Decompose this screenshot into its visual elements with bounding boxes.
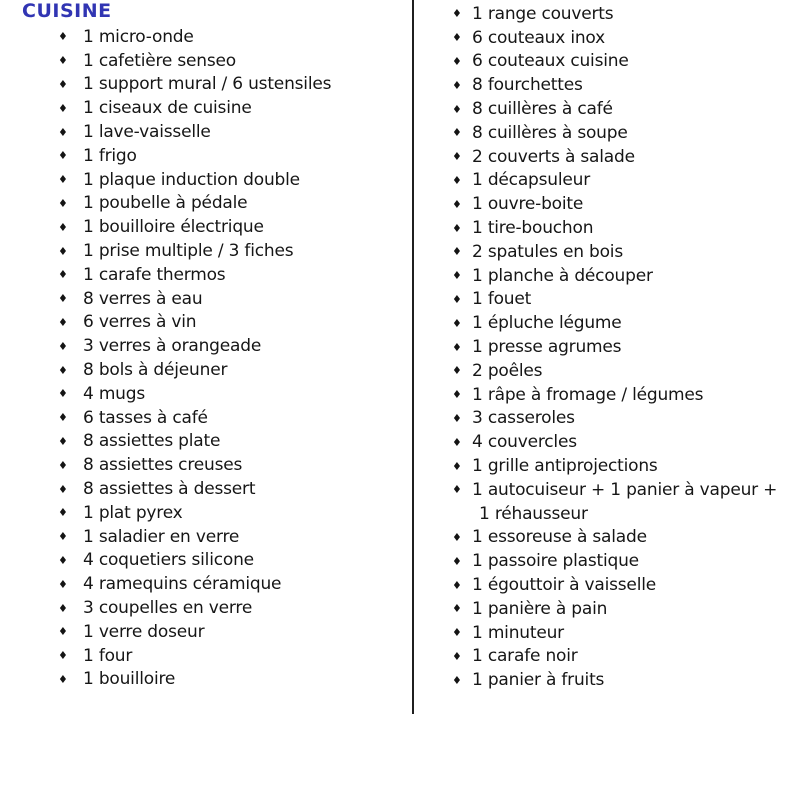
list-item (452, 407, 777, 431)
list-item (58, 263, 331, 287)
item-label: 4 coquetiers silicone (83, 550, 254, 571)
diamond-bullet-icon: ♦ (452, 626, 462, 640)
kitchen-inventory-list-left (58, 25, 331, 691)
diamond-bullet-icon: ♦ (58, 173, 68, 187)
diamond-bullet-icon: ♦ (58, 339, 68, 353)
item-label: 8 verres à eau (83, 288, 203, 309)
column-divider (412, 0, 414, 714)
list-item (452, 621, 777, 645)
item-label: 8 assiettes creuses (83, 455, 243, 476)
item-label: 1 tire-bouchon (472, 218, 594, 239)
diamond-bullet-icon: ♦ (452, 435, 462, 449)
diamond-bullet-icon: ♦ (58, 268, 68, 282)
list-item (58, 287, 331, 311)
list-item (58, 406, 331, 430)
diamond-bullet-icon: ♦ (452, 31, 462, 45)
item-label: 8 bols à déjeuner (83, 360, 228, 381)
diamond-bullet-icon: ♦ (452, 554, 462, 568)
item-label: 1 essoreuse à salade (472, 527, 647, 548)
diamond-bullet-icon: ♦ (452, 292, 462, 306)
item-label: 1 cafetière senseo (83, 50, 236, 71)
item-label: 1 râpe à fromage / légumes (472, 384, 704, 405)
diamond-bullet-icon: ♦ (58, 530, 68, 544)
diamond-bullet-icon: ♦ (452, 459, 462, 473)
list-item (58, 453, 331, 477)
diamond-bullet-icon: ♦ (452, 269, 462, 283)
item-label: 6 couteaux inox (472, 27, 605, 48)
item-label: 1 support mural / 6 ustensiles (83, 74, 332, 95)
item-label: 1 réhausseur (479, 503, 588, 524)
list-item (58, 358, 331, 382)
list-item (58, 501, 331, 525)
item-label: 1 minuteur (472, 622, 564, 643)
diamond-bullet-icon: ♦ (452, 150, 462, 164)
diamond-bullet-icon: ♦ (58, 54, 68, 68)
diamond-bullet-icon: ♦ (58, 672, 68, 686)
diamond-bullet-icon: ♦ (58, 553, 68, 567)
list-item (58, 430, 331, 454)
item-label: 1 panière à pain (472, 598, 608, 619)
diamond-bullet-icon: ♦ (58, 411, 68, 425)
list-item (58, 596, 331, 620)
list-item (452, 240, 777, 264)
item-label: 4 mugs (83, 383, 146, 404)
list-item (58, 144, 331, 168)
list-item (452, 2, 777, 26)
diamond-bullet-icon: ♦ (58, 458, 68, 472)
item-label: 1 bouilloire (83, 669, 176, 690)
item-label: 1 plat pyrex (83, 502, 183, 523)
list-item (452, 169, 777, 193)
list-item (452, 73, 777, 97)
item-label: 3 verres à orangeade (83, 336, 262, 357)
item-label: 1 décapsuleur (472, 170, 591, 191)
list-item (452, 97, 777, 121)
item-label: 1 passoire plastique (472, 551, 639, 572)
list-item (58, 620, 331, 644)
diamond-bullet-icon: ♦ (58, 77, 68, 91)
item-label: 1 grille antiprojections (472, 456, 658, 477)
diamond-bullet-icon: ♦ (452, 173, 462, 187)
list-item (58, 525, 331, 549)
item-label: 2 couverts à salade (472, 146, 635, 167)
diamond-bullet-icon: ♦ (452, 411, 462, 425)
item-label: 1 prise multiple / 3 fiches (83, 241, 294, 262)
diamond-bullet-icon: ♦ (58, 244, 68, 258)
item-label: 3 casseroles (472, 408, 575, 429)
diamond-bullet-icon: ♦ (58, 149, 68, 163)
list-item (452, 478, 777, 502)
item-label: 1 presse agrumes (472, 337, 622, 358)
diamond-bullet-icon: ♦ (452, 364, 462, 378)
diamond-bullet-icon: ♦ (452, 388, 462, 402)
list-item (58, 96, 331, 120)
diamond-bullet-icon: ♦ (452, 340, 462, 354)
list-item (452, 526, 777, 550)
list-item (58, 311, 331, 335)
diamond-bullet-icon: ♦ (452, 102, 462, 116)
diamond-bullet-icon: ♦ (452, 7, 462, 21)
list-item (452, 573, 777, 597)
diamond-bullet-icon: ♦ (452, 316, 462, 330)
item-label: 6 tasses à café (83, 407, 208, 428)
diamond-bullet-icon: ♦ (452, 78, 462, 92)
list-item (452, 288, 777, 312)
diamond-bullet-icon: ♦ (452, 483, 462, 497)
item-label: 1 bouilloire électrique (83, 217, 264, 238)
item-label: 1 panier à fruits (472, 670, 605, 691)
list-item (452, 121, 777, 145)
diamond-bullet-icon: ♦ (452, 649, 462, 663)
item-label: 1 saladier en verre (83, 526, 240, 547)
diamond-bullet-icon: ♦ (58, 125, 68, 139)
item-label: 4 ramequins céramique (83, 574, 282, 595)
diamond-bullet-icon: ♦ (58, 196, 68, 210)
item-label: 1 micro-onde (83, 26, 194, 47)
list-item (58, 239, 331, 263)
diamond-bullet-icon: ♦ (58, 315, 68, 329)
page-title: CUISINE (22, 0, 112, 22)
list-item (452, 216, 777, 240)
item-label: 8 cuillères à café (472, 99, 613, 120)
list-item (452, 454, 777, 478)
diamond-bullet-icon: ♦ (58, 625, 68, 639)
item-label: 1 égouttoir à vaisselle (472, 575, 656, 596)
item-label: 1 lave-vaisselle (83, 122, 211, 143)
list-item (452, 359, 777, 383)
diamond-bullet-icon: ♦ (58, 482, 68, 496)
list-item (452, 645, 777, 669)
list-item (58, 668, 331, 692)
item-label: 1 poubelle à pédale (83, 193, 248, 214)
item-label: 2 spatules en bois (472, 241, 623, 262)
list-item (58, 334, 331, 358)
diamond-bullet-icon: ♦ (452, 197, 462, 211)
item-label: 8 cuillères à soupe (472, 122, 628, 143)
item-label: 1 verre doseur (83, 621, 205, 642)
diamond-bullet-icon: ♦ (58, 601, 68, 615)
item-label: 1 ciseaux de cuisine (83, 98, 252, 119)
item-label: 1 carafe thermos (83, 264, 226, 285)
item-label: 1 ouvre-boite (472, 194, 584, 215)
diamond-bullet-icon: ♦ (58, 292, 68, 306)
item-label: 1 fouet (472, 289, 532, 310)
item-label: 1 autocuiseur + 1 panier à vapeur + (472, 479, 778, 500)
list-item (58, 382, 331, 406)
item-label: 1 four (83, 645, 133, 666)
item-label: 6 couteaux cuisine (472, 51, 629, 72)
item-label: 1 planche à découper (472, 265, 653, 286)
item-label: 4 couvercles (472, 432, 577, 453)
list-item (58, 73, 331, 97)
list-item (58, 572, 331, 596)
list-item (452, 192, 777, 216)
diamond-bullet-icon: ♦ (452, 578, 462, 592)
list-item (452, 264, 777, 288)
item-label: 1 épluche légume (472, 313, 622, 334)
list-item (452, 383, 777, 407)
diamond-bullet-icon: ♦ (58, 434, 68, 448)
list-item (452, 549, 777, 573)
diamond-bullet-icon: ♦ (58, 506, 68, 520)
item-label: 8 fourchettes (472, 75, 583, 96)
diamond-bullet-icon: ♦ (58, 101, 68, 115)
diamond-bullet-icon: ♦ (452, 221, 462, 235)
item-label: 1 frigo (83, 145, 137, 166)
diamond-bullet-icon: ♦ (452, 54, 462, 68)
item-label: 6 verres à vin (83, 312, 197, 333)
list-item (58, 215, 331, 239)
diamond-bullet-icon: ♦ (452, 126, 462, 140)
diamond-bullet-icon: ♦ (58, 220, 68, 234)
list-item (58, 549, 331, 573)
list-item (58, 168, 331, 192)
list-item (452, 50, 777, 74)
diamond-bullet-icon: ♦ (452, 602, 462, 616)
diamond-bullet-icon: ♦ (452, 530, 462, 544)
diamond-bullet-icon: ♦ (58, 577, 68, 591)
list-item (452, 145, 777, 169)
list-item (58, 120, 331, 144)
list-item (58, 192, 331, 216)
list-item (58, 644, 331, 668)
list-item (452, 311, 777, 335)
list-item (452, 668, 777, 692)
list-item (452, 335, 777, 359)
item-label: 8 assiettes à dessert (83, 479, 256, 500)
list-item (58, 477, 331, 501)
item-label: 3 coupelles en verre (83, 598, 253, 619)
item-label: 1 carafe noir (472, 646, 578, 667)
item-label: 1 plaque induction double (83, 169, 300, 190)
diamond-bullet-icon: ♦ (58, 30, 68, 44)
list-item (58, 49, 331, 73)
list-item (58, 25, 331, 49)
diamond-bullet-icon: ♦ (58, 363, 68, 377)
diamond-bullet-icon: ♦ (58, 387, 68, 401)
list-item-continuation (452, 502, 777, 526)
list-item (452, 430, 777, 454)
list-item (452, 597, 777, 621)
diamond-bullet-icon: ♦ (452, 673, 462, 687)
item-label: 1 range couverts (472, 3, 614, 24)
item-label: 8 assiettes plate (83, 431, 221, 452)
diamond-bullet-icon: ♦ (452, 245, 462, 259)
kitchen-inventory-list-right (452, 2, 777, 692)
diamond-bullet-icon: ♦ (58, 649, 68, 663)
item-label: 2 poêles (472, 360, 543, 381)
list-item (452, 26, 777, 50)
